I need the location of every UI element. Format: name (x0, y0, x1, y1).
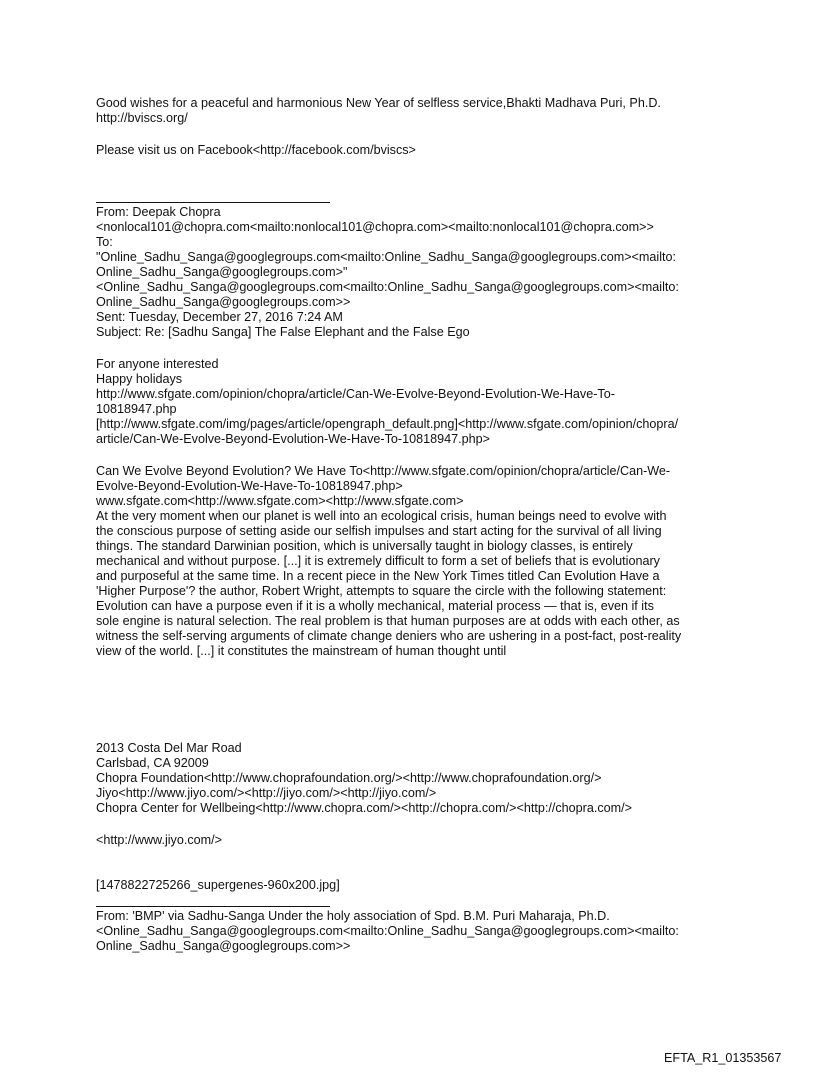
to-line-2: Online_Sadhu_Sanga@googlegroups.com>" (96, 265, 348, 279)
second-address-1: <Online_Sadhu_Sanga@googlegroups.com<mailto:Online_Sadhu_Sanga@googlegroups.com><mailto: (96, 924, 679, 938)
body-line: and purposeful at the same time. In a recent piece in the New York Times titled Can Evolution Have a (96, 569, 660, 583)
body-line: At the very moment when our planet is well into an ecological crisis, human beings need to evolve with (96, 509, 667, 523)
article-title-b[interactable]: Evolve-Beyond-Evolution-We-Have-To-10818947.php> (96, 479, 403, 493)
jiyo-link[interactable]: Jiyo<http://www.jiyo.com/><http://jiyo.com/><http://jiyo.com/> (96, 786, 437, 800)
body-line: things. The standard Darwinian position, which is universally taught in biology classes, is entirely (96, 539, 633, 553)
to-line-1: "Online_Sadhu_Sanga@googlegroups.com<mailto:Online_Sadhu_Sanga@googlegroups.com><mailto: (96, 250, 677, 264)
article-link-2a[interactable]: [http://www.sfgate.com/img/pages/article/opengraph_default.png]<http://www.sfgate.com/opinion/chopra/ (96, 417, 679, 431)
to-label: To: (96, 235, 113, 249)
chopra-center-link[interactable]: Chopra Center for Wellbeing<http://www.chopra.com/><http://chopra.com/><http://chopra.com/> (96, 801, 632, 815)
intro-line-1: For anyone interested (96, 357, 219, 371)
to-line-3: <Online_Sadhu_Sanga@googlegroups.com<mailto:Online_Sadhu_Sanga@googlegroups.com><mailto: (96, 280, 679, 294)
article-link-1b[interactable]: 10818947.php (96, 402, 177, 416)
body-line: witness the self-serving arguments of climate change deniers who are ushering in a post-fact, post-reality (96, 629, 682, 643)
document-id: EFTA_R1_01353567 (664, 1051, 782, 1065)
image-reference: [1478822725266_supergenes-960x200.jpg] (96, 878, 340, 892)
sent-line: Sent: Tuesday, December 27, 2016 7:24 AM (96, 310, 343, 324)
subject-line: Subject: Re: [Sadhu Sanga] The False Elephant and the False Ego (96, 325, 470, 339)
address-line-2: Carlsbad, CA 92009 (96, 756, 209, 770)
facebook-line[interactable]: Please visit us on Facebook<http://facebook.com/bviscs> (96, 143, 416, 157)
from-line: From: Deepak Chopra (96, 205, 221, 219)
address-line-1: 2013 Costa Del Mar Road (96, 741, 242, 755)
separator-rule (96, 202, 330, 203)
body-line: mechanical and without purpose. [...] it is extremely difficult to form a set of beliefs that is evolutionary (96, 554, 660, 568)
second-from-line: From: 'BMP' via Sadhu-Sanga Under the holy association of Spd. B.M. Puri Maharaja, Ph.D. (96, 909, 610, 923)
body-line: sole engine is natural selection. The real problem is that human purposes are at odds with each other, as (96, 614, 680, 628)
website-link[interactable]: http://bviscs.org/ (96, 111, 188, 125)
foundation-link[interactable]: Chopra Foundation<http://www.choprafoundation.org/><http://www.choprafoundation.org/> (96, 771, 602, 785)
jiyo-url[interactable]: <http://www.jiyo.com/> (96, 833, 222, 847)
to-line-4: Online_Sadhu_Sanga@googlegroups.com>> (96, 295, 351, 309)
body-line: 'Higher Purpose'? the author, Robert Wright, attempts to square the circle with the following statement: (96, 584, 667, 598)
site-line[interactable]: www.sfgate.com<http://www.sfgate.com><http://www.sfgate.com> (96, 494, 464, 508)
body-line: Evolution can have a purpose even if it is a wholly mechanical, material process — that is, even if its (96, 599, 654, 613)
article-link-2b[interactable]: article/Can-We-Evolve-Beyond-Evolution-We-Have-To-10818947.php> (96, 432, 490, 446)
greeting-line: Good wishes for a peaceful and harmonious New Year of selfless service,Bhakti Madhava Puri, Ph.D. (96, 96, 661, 110)
second-address-2: Online_Sadhu_Sanga@googlegroups.com>> (96, 939, 351, 953)
separator-rule-2 (96, 906, 330, 907)
intro-line-2: Happy holidays (96, 372, 183, 386)
body-line: view of the world. [...] it constitutes the mainstream of human thought until (96, 644, 507, 658)
article-link-1a[interactable]: http://www.sfgate.com/opinion/chopra/article/Can-We-Evolve-Beyond-Evolution-We-Have-To- (96, 387, 615, 401)
article-title-a[interactable]: Can We Evolve Beyond Evolution? We Have To<http://www.sfgate.com/opinion/chopra/article/Can-We- (96, 464, 671, 478)
from-address: <nonlocal101@chopra.com<mailto:nonlocal101@chopra.com><mailto:nonlocal101@chopra.com>> (96, 220, 654, 234)
body-line: the conscious purpose of setting aside our selfish impulses and start acting for the survival of all living (96, 524, 662, 538)
